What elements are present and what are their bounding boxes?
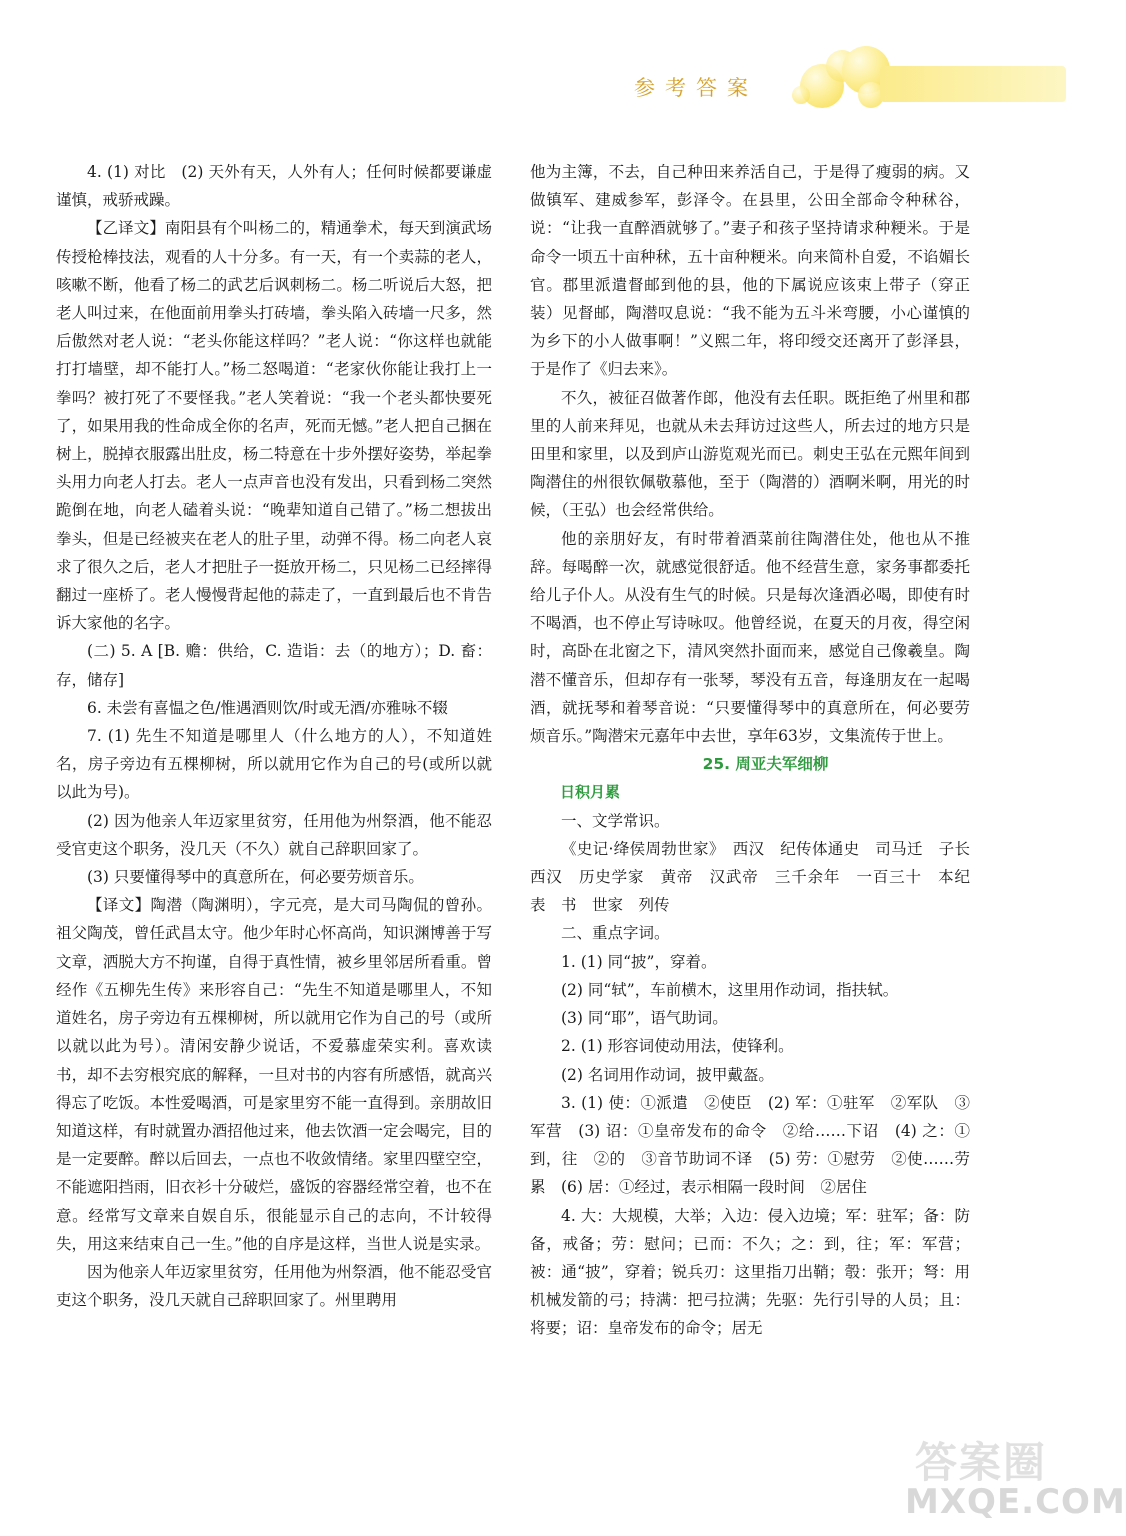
section-item: 3. (1) 使：①派遣 ②使臣 (2) 军：①驻军 ②军队 ③军营 (3) 诏：①皇帝发布的命令 ②给……下诏 (4) 之：①到，往 ②的 ③音节助词不译 (5) 劳：①慰劳 ②使……劳累 (6) 居：①经过，表示相隔一段时间 ②居住 xyxy=(530,1093,970,1197)
left-column xyxy=(56,158,492,1314)
answer-paragraph: 4. (1) 对比 (2) 天外有天，人外有人；任何时候都要谦虚谨慎，戒骄戒躁。 xyxy=(56,163,492,210)
header-bar xyxy=(880,66,1066,102)
section-item: 一、文学常识。 xyxy=(561,811,670,830)
translation-paragraph: 【译文】陶潜（陶渊明），字元亮，是大司马陶侃的曾孙。祖父陶茂，曾任武昌太守。他少年时心怀高尚，知识渊博善于写文章，洒脱大方不拘谨，自得于真性情，被乡里邻居所看重。曾经作《五柳先生传》来形容自己：“先生不知道是哪里人，不知道姓名，房子旁边有五棵柳树，所以就用它作为自己的号（或所以就以此为号）。清闲安静少说话，不爱慕虚荣实利。喜欢读书，却不去穷根究底的解释，一旦对书的内容有所感悟，就高兴得忘了吃饭。本性爱喝酒，可是家里穷不能一直得到。亲朋故旧知道这样，有时就置办酒招他过来，他去饮酒一定会喝完，目的是一定要醉。醉以后回去，一点也不收敛情绪。家里四壁空空，不能遮阳挡雨，旧衣衫十分破烂，盛饭的容器经常空着，也不在意。经常写文章来自娱自乐，很能显示自己的志向，不计较得失，用这来结束自己一生。”他的自序是这样，当世人说是实录。 xyxy=(56,896,492,1253)
watermark-logo: 答案圈 xyxy=(915,1438,1048,1487)
answer-paragraph: (2) 因为他亲人年迈家里贫穷，任用他为州祭酒，他不能忍受官吏这个职务，没几天（不久）就自己辞职回家了。 xyxy=(56,811,492,858)
watermark-site: MXQE.COM xyxy=(905,1482,1126,1522)
section-item: (2) 同“轼”，车前横木，这里用作动词，指扶轼。 xyxy=(561,980,899,999)
section-tag: 日积月累 xyxy=(560,783,621,802)
section-item: (3) 同“耶”，语气助词。 xyxy=(561,1009,728,1028)
watermark xyxy=(905,1430,1126,1530)
translation-paragraph: 他的亲朋好友，有时带着酒菜前往陶潜住处，他也从不推辞。每喝醉一次，就感觉很舒适。他不经营生意，家务事都委托给儿子仆人。从没有生气的时候。只是每次逢酒必喝，即使有时不喝酒，也不停止写诗咏叹。他曾经说，在夏天的月夜，得空闲时，高卧在北窗之下，清风突然扑面而来，感觉自己像羲皇。陶潜不懂音乐，但却存有一张琴，琴没有五音，每逢朋友在一起喝酒，就抚琴和着琴音说：“只要懂得琴中的真意所在，何必要劳烦音乐。”陶潜宋元嘉年中去世，享年63岁，文集流传于世上。 xyxy=(530,529,970,746)
translation-paragraph: 【乙译文】南阳县有个叫杨二的，精通拳术，每天到演武场传授枪棒技法，观看的人十分多。有一天，有一个卖蒜的老人，咳嗽不断，他看了杨二的武艺后讽刺杨二。杨二听说后大怒，把老人叫过来，在他面前用拳头打砖墙，拳头陷入砖墙一尺多，然后傲然对老人说：“老头你能这样吗？”老人说：“你这样也就能打打墙壁，却不能打人。”杨二怒喝道：“老家伙你能让我打上一拳吗？被打死了不要怪我。”老人笑着说：“我一个老头都快要死了，如果用我的性命成全你的名声，死而无憾。”老人把自己捆在树上，脱掉衣服露出肚皮，杨二特意在十步外摆好姿势，举起拳头用力向老人打去。老人一点声音也没有发出，只看到杨二突然跪倒在地，向老人磕着头说：“晚辈知道自己错了。”杨二想拔出拳头，但是已经被夹在老人的肚子里，动弹不得。杨二向老人哀求了很久之后，老人才把肚子一挺放开杨二，只见杨二已经摔得翻过一座桥了。老人慢慢背起他的蒜走了，一直到最后也不肯告诉大家他的名字。 xyxy=(56,219,492,633)
answer-paragraph: (二) 5. A [B. 赡：供给，C. 造诣：去（的地方）；D. 畜：存，储存] xyxy=(56,642,492,689)
section-item: 4. 大：大规模，大举；入边：侵入边境；军：驻军；备：防备，戒备；劳：慰问；已而：不久；之：到，往；军：军营；被：通“披”，穿着；锐兵刃：这里指刀出鞘；彀：张开；弩：用机械发箭的弓；持满：把弓拉满；先驱：先行引导的人员；且：将要；诏：皇帝发布的命令；居无 xyxy=(530,1206,970,1338)
answer-paragraph: (3) 只要懂得琴中的真意所在，何必要劳烦音乐。 xyxy=(87,868,424,887)
section-item: 《史记·绛侯周勃世家》 西汉 纪传体通史 司马迁 子长 西汉 历史学家 黄帝 汉武帝 三千余年 一百三十 本纪 表 书 世家 列传 xyxy=(530,839,986,915)
answer-paragraph: 6. 未尝有喜愠之色/惟遇酒则饮/时或无酒/亦雅咏不辍 xyxy=(87,698,448,717)
answer-paragraph: 7. (1) 先生不知道是哪里人（什么地方的人），不知道姓名，房子旁边有五棵柳树，所以就用它作为自己的号(或所以就以此为号)。 xyxy=(56,727,492,802)
section-item: 二、重点字词。 xyxy=(561,924,670,943)
translation-paragraph: 不久，被征召做著作郎，他没有去任职。既拒绝了州里和郡里的人前来拜见，也就从未去拜访过这些人，所去过的地方只是田里和家里，以及到庐山游览观光而已。刺史王弘在元熙年间到陶潜住的州很钦佩敬慕他，至于（陶潜的）酒啊米啊，用光的时候，（王弘）也会经常供给。 xyxy=(530,388,970,520)
section-item: (2) 名词用作动词，披甲戴盔。 xyxy=(561,1065,774,1084)
section-item: 1. (1) 同“披”，穿着。 xyxy=(561,952,717,971)
bubble-decoration xyxy=(792,86,810,104)
translation-paragraph: 因为他亲人年迈家里贫穷，任用他为州祭酒，他不能忍受官吏这个职务，没几天就自己辞职回家了。州里聘用 xyxy=(56,1262,492,1310)
right-column xyxy=(530,158,986,1343)
translation-paragraph: 他为主簿，不去，自己种田来养活自己，于是得了瘦弱的病。又做镇军、建威参军，彭泽令。在县里，公田全部命令种秫谷，说：“让我一直醉酒就够了。”妻子和孩子坚持请求种粳米。于是命令一顷五十亩种秫，五十亩种粳米。向来简朴自爱，不谄媚长官。郡里派遣督邮到他的县，他的下属说应该束上带子（穿正装）见督邮，陶潜叹息说：“我不能为五斗米弯腰，小心谨慎的为乡下的小人做事啊！”义熙二年，将印绶交还离开了彭泽县，于是作了《归去来》。 xyxy=(530,163,970,379)
section-title: 25. 周亚夫军细柳 xyxy=(702,755,829,774)
page-header-title: 参考答案 xyxy=(634,76,758,100)
section-item: 2. (1) 形容词使动用法，使锋利。 xyxy=(561,1037,794,1056)
